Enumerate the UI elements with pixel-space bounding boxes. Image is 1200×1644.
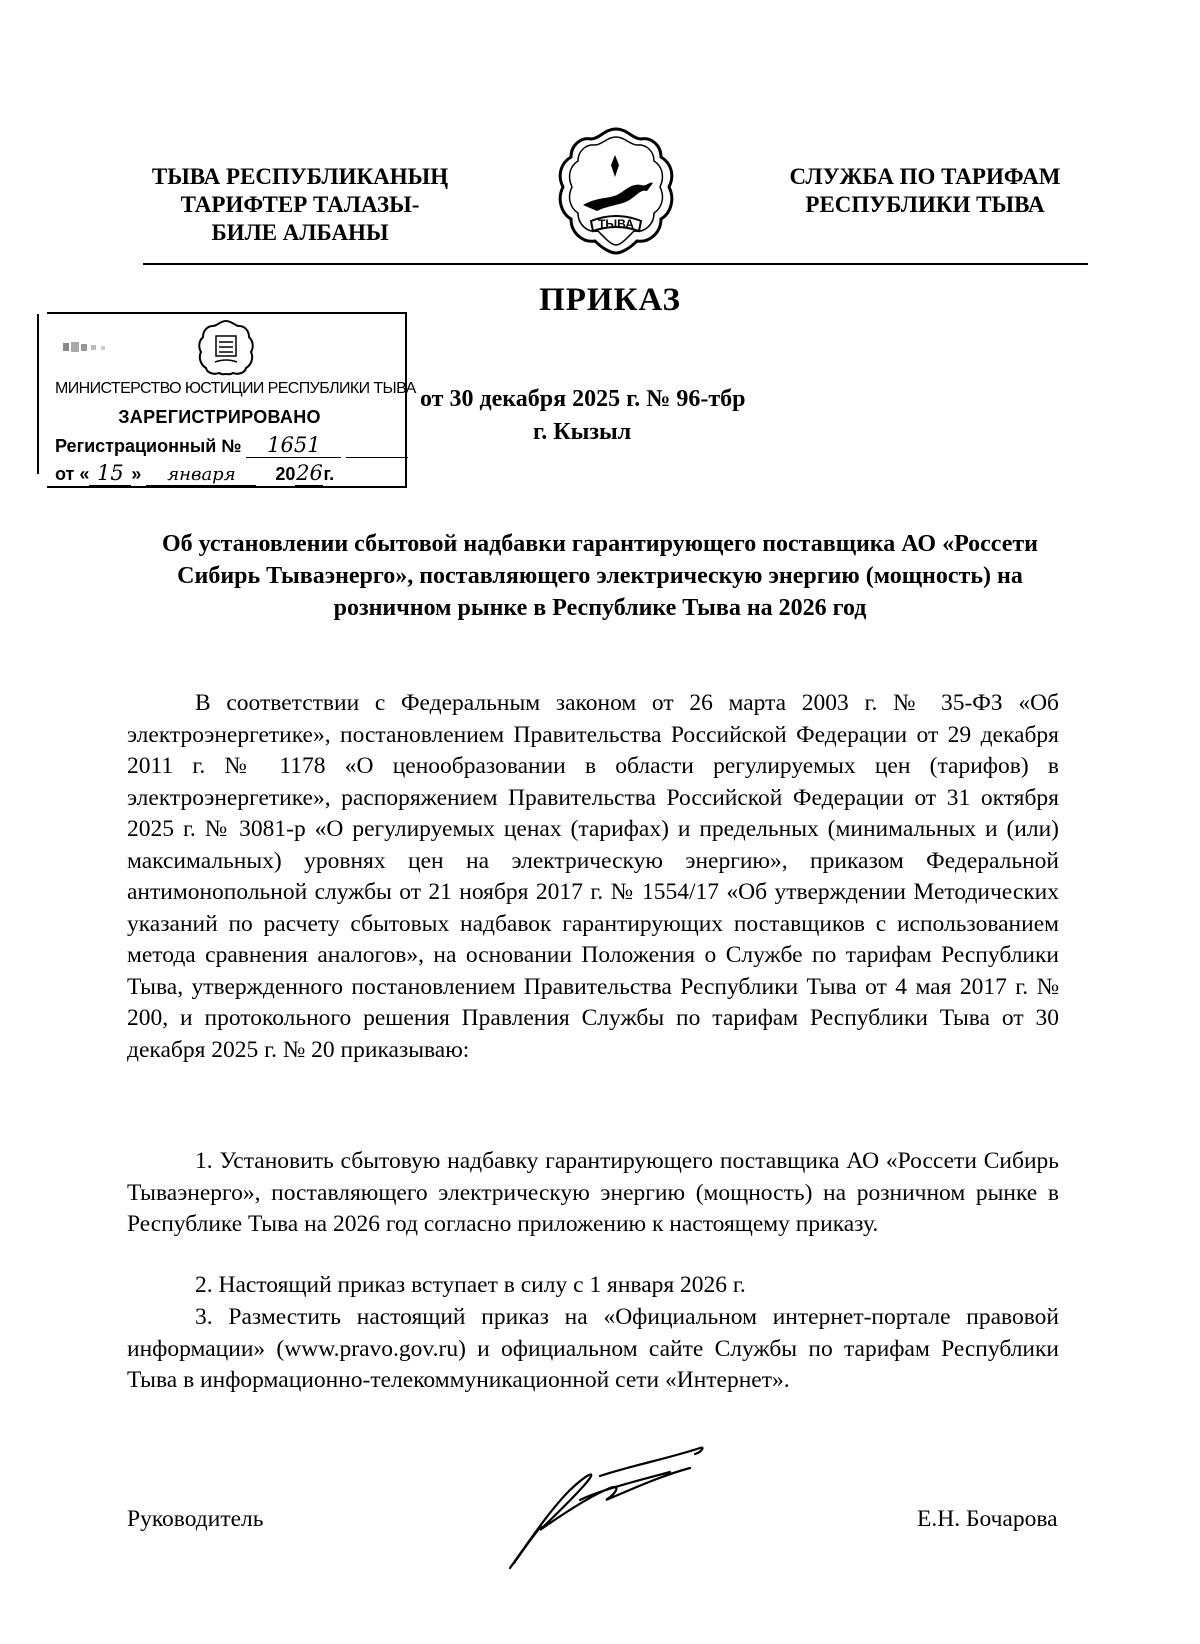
header-left-line: БИЛЕ АЛБАНЫ — [211, 220, 389, 245]
stamp-smudge-icon — [61, 340, 141, 354]
preamble-paragraph — [127, 688, 1059, 1066]
order-item-2 — [127, 1270, 1059, 1302]
registration-stamp — [47, 312, 416, 488]
stamp-registered-label: ЗАРЕГИСТРИРОВАНО — [118, 407, 321, 427]
stamp-reg-label: Регистрационный № — [55, 436, 242, 456]
header-left-line: ТАРИФТЕР ТАЛАЗЫ- — [180, 192, 420, 217]
signatory-name: Е.Н. Бочарова — [917, 1506, 1058, 1532]
header-right-line: РЕСПУБЛИКИ ТЫВА — [805, 192, 1045, 217]
order-item-text: 1. Установить сбытовую надбавку гарантирующего поставщика АО «Россети Сибирь Тываэнерго», поставляющего электрическую энергию (мощность) на розничном рынке в Республике Тыва на 2026 год согласно приложению к настоящему приказу. — [127, 1148, 1059, 1237]
preamble-text: В соответствии с Федеральным законом от 26 марта 2003 г. № 35-ФЗ «Об электроэнергетике», постановлением Правительства Российской Федерации от 29 декабря 2011 г. № 1178 «О ценообразовании в области регулируемых цен (тарифов) в электроэнергетике», распоряжением Правительства Российской Федерации от 31 октября 2025 г. № 3081-р «О регулируемых ценах (тарифах) и предельных (минимальных и (или) максимальных) уровнях цен на электрическую энергию», приказом Федеральной антимонопольной службы от 21 ноября 2017 г. № 1554/17 «Об утверждении Методических указаний по расчету сбытовых надбавок гарантирующих поставщиков с использованием метода сравнения аналогов», на основании Положения о Службе по тарифам Республики Тыва, утвержденного постановлением Правительства Республики Тыва от 4 мая 2017 г. № 200, и протокольного решения Правления Службы по тарифам Республики Тыва от 30 декабря 2025 г. № 20 приказываю: — [127, 690, 1059, 1063]
stamp-date-prefix: от « — [55, 464, 90, 484]
stamp-border-left — [37, 314, 39, 474]
stamp-date-row — [55, 461, 334, 486]
stamp-reg-underline — [346, 436, 408, 458]
order-date-number: от 30 декабря 2025 г. № 96-тбр — [420, 386, 746, 412]
stamp-ministry-label: МИНИСТЕРСТВО ЮСТИЦИИ РЕСПУБЛИКИ ТЫВА — [55, 380, 416, 397]
stamp-date-month: января — [146, 464, 256, 486]
stamp-year-suffix: 26 — [296, 461, 323, 485]
order-item-3 — [127, 1302, 1059, 1397]
stamp-year-end: г. — [323, 464, 335, 484]
stamp-emblem-icon — [197, 318, 255, 376]
header-divider — [143, 263, 1088, 265]
stamp-date-day: 15 — [89, 461, 131, 486]
header-right-line: СЛУЖБА ПО ТАРИФАМ — [789, 164, 1061, 189]
order-item-1 — [127, 1146, 1059, 1241]
header-right-russian — [760, 163, 1090, 219]
stamp-year-prefix: 20 — [275, 464, 296, 484]
stamp-date-quote: » — [131, 464, 142, 484]
handwritten-signature-icon — [490, 1430, 750, 1580]
stamp-registration-number-row — [55, 433, 408, 458]
header-left-line: ТЫВА РЕСПУБЛИКАНЫҢ — [151, 164, 449, 189]
order-city: г. Кызыл — [533, 419, 632, 445]
emblem-text: ТЫВА — [598, 217, 634, 231]
order-item-text: 2. Настоящий приказ вступает в силу с 1 января 2026 г. — [195, 1272, 746, 1298]
order-subject: Об установлении сбытовой надбавки гарантирующего поставщика АО «Россети Сибирь Тываэнерго», поставляющего электрическую энергию (мощность) на розничном рынке в Республике Тыва на 2026 год — [162, 531, 1038, 621]
tuva-emblem-icon — [553, 125, 679, 255]
stamp-reg-number: 1651 — [246, 433, 341, 458]
document-type-title: ПРИКАЗ — [539, 282, 681, 318]
order-item-text: 3. Разместить настоящий приказ на «Официальном интернет-портале правовой информации» (www.pravo.gov.ru) и официальном сайте Службы по тарифам Республики Тыва в информационно-телекоммуникационной сети «Интернет». — [127, 1304, 1059, 1393]
header-left-tuvan — [140, 163, 460, 247]
signatory-position: Руководитель — [127, 1506, 264, 1532]
